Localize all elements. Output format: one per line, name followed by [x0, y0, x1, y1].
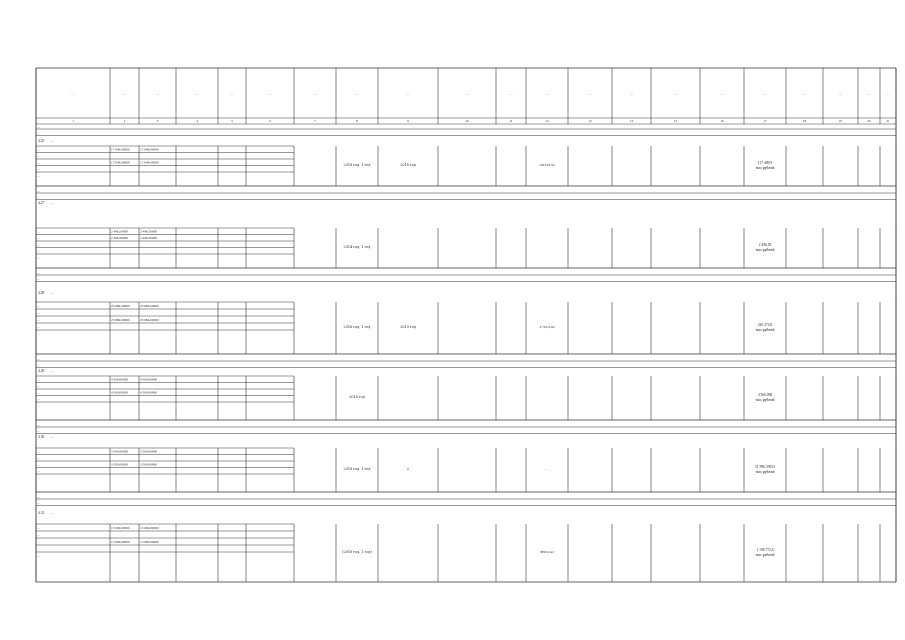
- funding-value-total: 17 049,00000: [111, 160, 130, 165]
- project-title: …: [50, 511, 54, 515]
- funding-source-label: …: [37, 325, 41, 330]
- project-title: …: [50, 291, 54, 295]
- project-cost: 4 500,000: [757, 393, 773, 397]
- project-term: 2018 год, 1 год: [343, 467, 371, 471]
- column-header: …: [629, 92, 634, 96]
- funding-value-total: 2 496,50000: [111, 236, 128, 241]
- column-number: 6: [269, 119, 271, 123]
- project-title: …: [50, 139, 54, 143]
- project-term: 2016 год, 1 год: [343, 325, 371, 329]
- column-header: …: [545, 92, 549, 96]
- column-number: 4: [196, 119, 198, 123]
- project-cost-unit: тыс.рублей: [755, 470, 775, 474]
- funding-value-year: 3 500,00000: [140, 449, 157, 454]
- project-term: (2016 год, 1 год): [342, 550, 372, 554]
- column-number: 19: [838, 119, 843, 123]
- funding-source-label: …: [37, 249, 41, 254]
- column-header: …: [195, 92, 199, 96]
- funding-value-year: 17 049,00000: [140, 160, 159, 165]
- section-program-line: …: [37, 429, 41, 433]
- project-year: 2: [406, 467, 410, 471]
- project-title: …: [50, 435, 54, 439]
- column-header: …: [673, 92, 678, 96]
- funding-source-label: …: [37, 304, 41, 309]
- funding-source-label: …: [37, 255, 41, 260]
- column-number: 9: [407, 119, 409, 123]
- project-capacity: 4 725,9 м2: [539, 325, 555, 329]
- funding-source-label: …: [37, 242, 41, 247]
- project-number: 4.31: [38, 511, 45, 515]
- column-number: 12: [545, 119, 549, 123]
- section-program-line: …: [37, 363, 41, 367]
- project-cost: 2 496,50: [758, 243, 772, 247]
- section-ministry-heading: …: [37, 271, 41, 275]
- column-header: …: [720, 92, 724, 96]
- column-header: …: [763, 92, 767, 96]
- funding-value-total: 3 500,00000: [111, 449, 128, 454]
- funding-value-total: 15 000,00000: [111, 526, 130, 531]
- funding-source-label: …: [37, 147, 41, 152]
- funding-source-label: …: [37, 475, 41, 480]
- column-number: 17: [763, 119, 767, 123]
- column-number: 1: [72, 119, 74, 123]
- column-number: 20: [867, 119, 871, 123]
- funding-source-label: …: [37, 154, 41, 159]
- funding-source-label: …: [37, 160, 41, 165]
- funding-source-label: …: [37, 449, 41, 454]
- column-header: …: [355, 92, 359, 96]
- project-cost-unit: тыс.рублей: [755, 328, 775, 332]
- funding-source-label: …: [37, 311, 41, 316]
- project-term: 2014 год, 1 год: [343, 245, 371, 249]
- funding-value-year: 4 500,00000: [140, 390, 157, 395]
- project-cost-unit: тыс.рублей: [755, 398, 775, 402]
- funding-value-year: 23 984,00000: [140, 318, 159, 323]
- column-number: 11: [509, 119, 513, 123]
- funding-value-year: 23 984,00000: [140, 304, 159, 309]
- column-header: …: [71, 92, 75, 96]
- column-number: 18: [802, 119, 807, 123]
- funding-source-label: …: [37, 236, 41, 241]
- funding-value-year: 15 000,00000: [140, 540, 159, 545]
- project-cost: 117 489,9: [757, 161, 773, 165]
- column-header: …: [465, 92, 469, 96]
- project-cost-unit: тыс.рублей: [755, 553, 775, 557]
- column-number: 8: [356, 119, 358, 123]
- funding-source-label: …: [37, 456, 41, 461]
- column-number: 13: [588, 119, 592, 123]
- funding-value-total: 3 500,00000: [111, 462, 128, 467]
- section-ministry-heading: …: [37, 357, 41, 361]
- funding-value-total: 2 496,50000: [111, 229, 128, 234]
- funding-value-total: 23 984,00000: [111, 318, 130, 323]
- project-year: 2013 год: [400, 325, 416, 329]
- project-term: 2018 год: [349, 395, 365, 399]
- funding-value-year: 15 000,00000: [140, 526, 159, 531]
- section-ministry-heading: …: [37, 423, 41, 427]
- column-header: …: [313, 92, 317, 96]
- project-cost: 51 990,39553: [755, 465, 775, 469]
- funding-source-label: …: [37, 390, 41, 395]
- column-header: …: [406, 92, 410, 96]
- project-capacity: 1033,93 м2: [539, 163, 555, 167]
- column-number: 10: [465, 119, 469, 123]
- funding-source-label: …: [37, 167, 41, 172]
- project-cost-unit: тыс.рублей: [755, 166, 775, 170]
- column-number: 5: [231, 119, 233, 123]
- column-header: …: [122, 92, 127, 96]
- section-ministry-heading: …: [37, 125, 41, 129]
- funding-source-label: …: [37, 540, 41, 545]
- column-header: …: [509, 92, 513, 96]
- column-header: …: [588, 92, 592, 96]
- funding-value-year: 17 049,00000: [140, 147, 159, 152]
- project-number: 4.25: [38, 139, 45, 143]
- funding-source-label: …: [37, 469, 41, 474]
- funding-value-year: 2 496,50000: [140, 236, 157, 241]
- column-number: 2: [123, 119, 126, 123]
- funding-value-total: 23 984,00000: [111, 304, 130, 309]
- section-ministry-heading: …: [37, 189, 41, 193]
- project-number: 4.30: [38, 435, 45, 439]
- project-term: 2018 год, 1 год: [343, 163, 371, 167]
- project-number: 4.29: [38, 369, 45, 373]
- section-program-line: …: [37, 131, 41, 135]
- section-program-line: …: [37, 501, 41, 505]
- column-header: …: [886, 92, 890, 96]
- column-header: …: [838, 92, 843, 96]
- section-ministry-heading: …: [37, 495, 41, 499]
- project-capacity: …: [545, 467, 549, 471]
- funding-source-label: …: [37, 547, 41, 552]
- project-number: 4.28: [38, 291, 45, 295]
- column-header: …: [802, 92, 807, 96]
- project-capacity: 3850,2 м2: [539, 550, 555, 554]
- funding-source-label: …: [37, 384, 41, 389]
- project-title: …: [50, 369, 54, 373]
- funding-source-label: …: [37, 533, 41, 538]
- funding-source-label: …: [37, 229, 41, 234]
- funding-source-label: …: [37, 332, 41, 337]
- funding-value-year: 3 500,00000: [140, 462, 157, 467]
- funding-value-total: 15 000,00000: [111, 540, 130, 545]
- column-header: …: [230, 92, 234, 96]
- funding-value-total: 17 049,00000: [111, 147, 130, 152]
- funding-source-label: …: [37, 173, 41, 178]
- funding-value-total: 4 500,00000: [111, 390, 128, 395]
- project-title: …: [50, 201, 54, 205]
- funding-source-label: …: [37, 318, 41, 323]
- project-cost-unit: тыс.рублей: [755, 248, 775, 252]
- project-number: 4.27: [38, 201, 45, 205]
- column-number: 21: [886, 119, 890, 123]
- column-number: 16: [720, 119, 724, 123]
- column-header: …: [268, 92, 272, 96]
- funding-source-label: …: [37, 526, 41, 531]
- column-number: 15: [673, 119, 678, 123]
- column-header: …: [155, 92, 160, 96]
- column-number: 14: [629, 119, 634, 123]
- funding-source-label: …: [37, 403, 41, 408]
- funding-value-total: 4 500,00000: [111, 377, 128, 382]
- funding-source-label: …: [37, 397, 41, 402]
- project-year: 2018 год: [400, 163, 416, 167]
- funding-value-year: 4 500,00000: [140, 377, 157, 382]
- column-header: …: [867, 92, 871, 96]
- column-number: 7: [314, 119, 316, 123]
- section-program-line: …: [37, 195, 41, 199]
- project-cost: 1 190 772,8: [756, 548, 774, 552]
- section-program-line: …: [37, 277, 41, 281]
- funding-source-label: …: [37, 377, 41, 382]
- project-cost: 210 274,9: [757, 323, 773, 327]
- funding-source-label: …: [37, 554, 41, 559]
- funding-value-year: 2 496,50000: [140, 229, 157, 234]
- column-number: 3: [156, 119, 159, 123]
- funding-source-label: …: [37, 462, 41, 467]
